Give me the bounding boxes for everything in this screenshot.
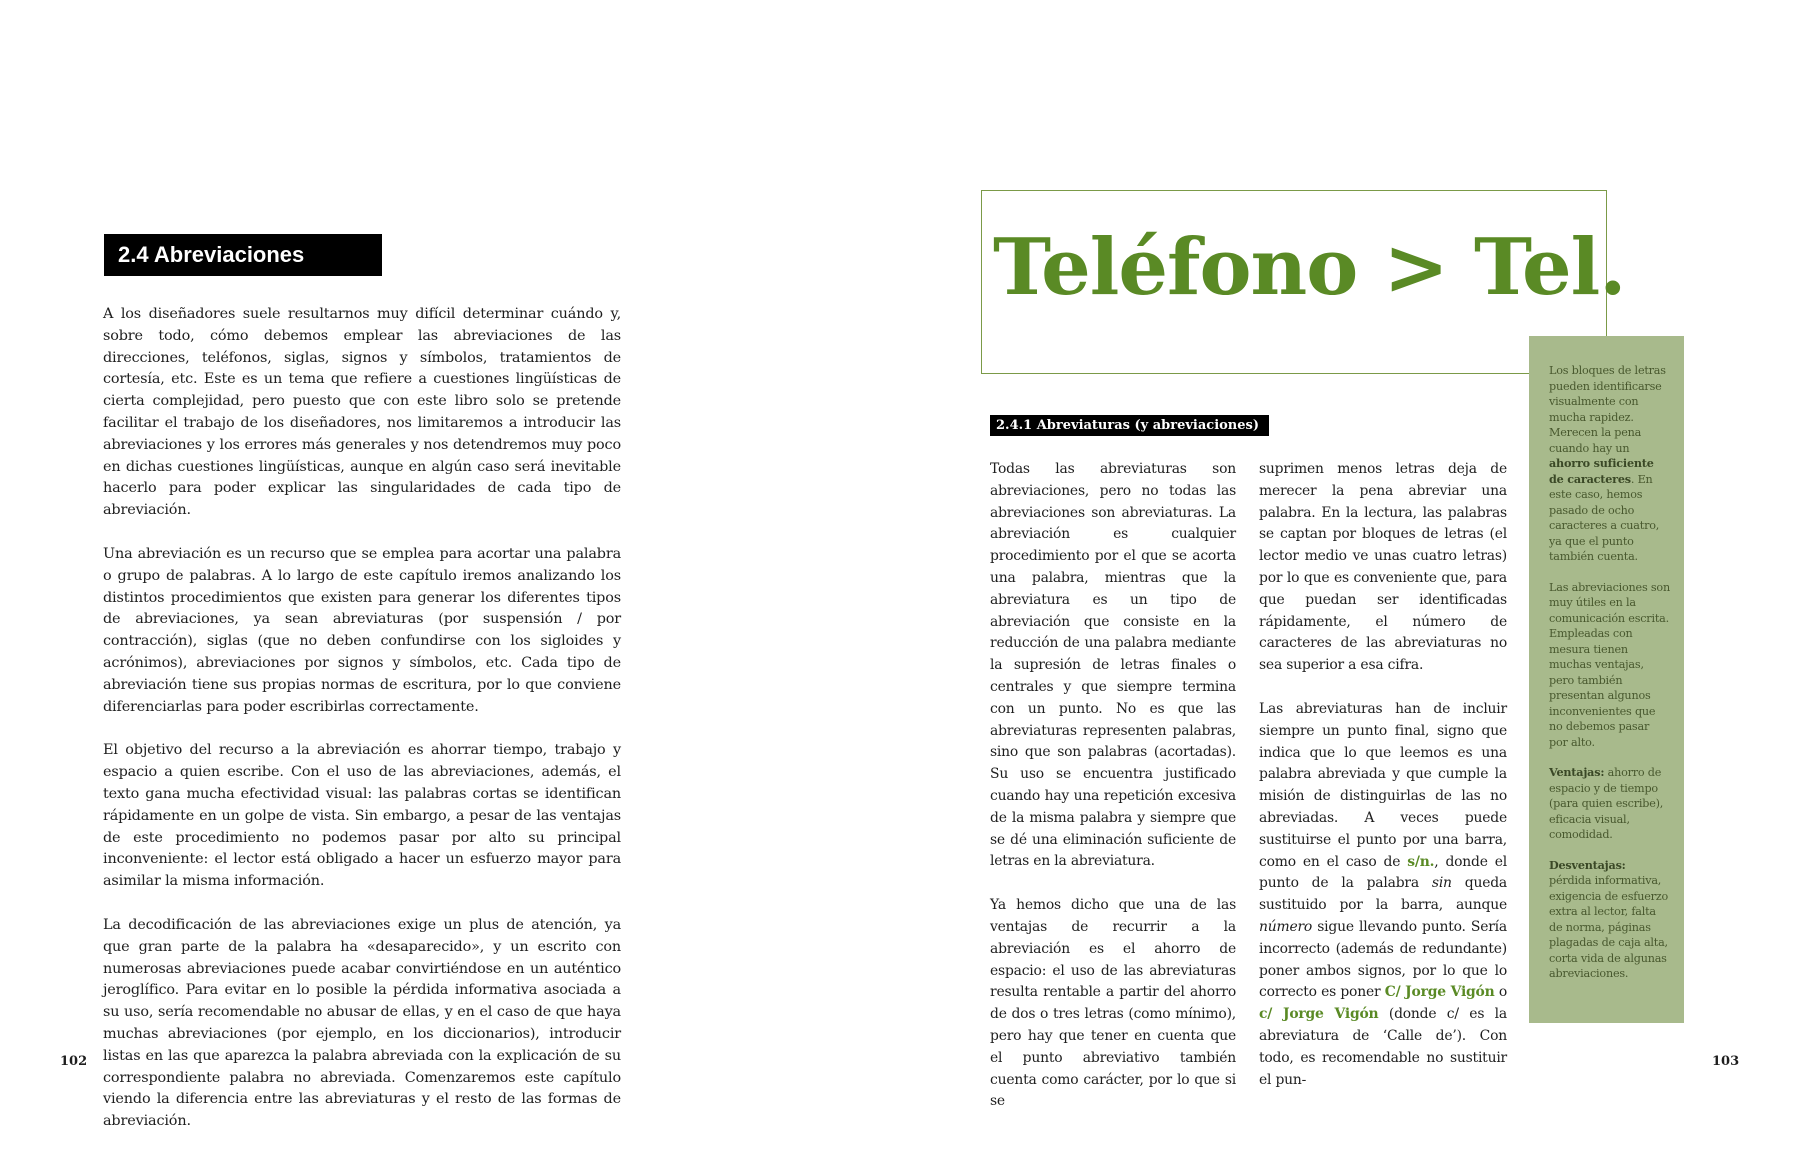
body-paragraph: suprimen menos letras deja de merecer la pena abreviar una palabra. En la lectura, las palabras se captan por bloques de letras (el lector medio ve unas cuatro letras) por lo que es conveniente que, para que puedan ser identificadas rápidamente, el número de caracteres de las abreviaturas no sea superior a esa cifra.	[1259, 461, 1507, 674]
body-paragraph: El objetivo del recurso a la abreviación es ahorrar tiempo, trabajo y espacio a quien escribe. Con el uso de las abreviaciones, además, el texto gana mucha efectividad visual: las palabras cortas se identifican rápidamente en un golpe de vista. Sin embargo, a pesar de las ventajas de este procedimiento no podemos pasar por alto su principal inconveniente: el lector está obligado a hacer un esfuerzo mayor para asimilar la misma información.	[103, 742, 621, 890]
text-run: o	[1494, 984, 1507, 1001]
example-highlight: s/n.	[1407, 853, 1435, 870]
sidebar-label: Ventajas:	[1549, 765, 1605, 779]
left-body-text	[103, 304, 621, 1155]
text-run: Las abreviaturas han de incluir siempre un punto final, signo que indica que lo que leemos es una palabra abreviada y que cumple la misión de distinguirlas de las no abreviadas. A veces puede sustituirse el punto por una barra, como en el caso de	[1259, 700, 1507, 870]
body-paragraph: Ya hemos dicho que una de las ventajas de recurrir a la abreviación es el ahorro de espacio: el uso de las abreviaturas resulta rentable a partir del ahorro de dos o tres letras (como mínimo), pero hay que tener en cuenta que el punto abreviativo también cuenta como carácter, por lo que si se	[990, 897, 1236, 1110]
text-run: , donde el punto de la palabra	[1259, 853, 1507, 892]
text-run: pérdida informativa, exigencia de esfuerzo extra al lector, falta de norma, páginas plagadas de caja alta, corta vida de algunas abreviaciones.	[1549, 874, 1669, 980]
body-paragraph: La decodificación de las abreviaciones exige un plus de atención, ya que gran parte de la palabra ha «desaparecido», y un escrito con numerosas abreviaciones puede acabar convirtiéndose en un auténtico jeroglífico. Para evitar en lo posible la pérdida informativa asociada a su uso, sería recomendable no abusar de ellas, y en el caso de que haya muchas abreviaciones (por ejemplo, en los diccionarios), introducir listas en las que aparezca la palabra abreviada con la explicación de su correspondiente palabra no abreviada. Comenzaremos este capítulo viendo la diferencia entre las abreviaturas y el resto de las formas de abreviación.	[103, 916, 621, 1130]
sidebar-emphasis: ahorro suficiente de caracteres	[1549, 456, 1654, 486]
page-number-left: 102	[60, 1054, 88, 1069]
text-run: ahorro de espacio y de tiempo (para quien escribe), eficacia visual, comodidad.	[1549, 766, 1664, 841]
body-paragraph: A los diseñadores suele resultarnos muy difícil determinar cuándo y, sobre todo, cómo debemos emplear las abreviaciones de las direcciones, teléfonos, siglas, signos y símbolos, tratamientos de cortesía, etc. Este es un tema que refiere a cuestiones lingüísticas de cierta complejidad, pero puesto que con este libro solo se pretende facilitar el trabajo de los diseñadores, nos limitaremos a introducir las abreviaciones y los errores más generales y nos detendremos muy poco en dichas cuestiones lingüísticas, aunque en algún caso será inevitable hacerlo para poder explicar las singularidades de cada tipo de abreviación.	[103, 306, 621, 519]
body-paragraph: Una abreviación es un recurso que se emplea para acortar una palabra o grupo de palabras. A lo largo de este capítulo iremos analizando los distintos procedimientos que existen para generar los diferentes tipos de abreviaciones, ya sean abreviaturas (por suspensión / por contracción), siglas (que no deben confundirse con los sigloides y acrónimos), abreviaciones por signos y símbolos, etc. Cada tipo de abreviación tiene sus propias normas de escritura, por lo que conviene diferenciarlas para poder escribirlas correctamente.	[103, 545, 621, 715]
sidebar-label: Desventajas:	[1549, 857, 1626, 872]
example-highlight: C/ Jorge Vigón	[1384, 984, 1495, 1001]
italic-term: número	[1259, 918, 1313, 935]
sidebar-note	[1529, 336, 1684, 1023]
left-page	[0, 0, 900, 1131]
text-column-1	[990, 459, 1236, 1135]
page-number-right: 103	[1712, 1054, 1740, 1069]
text-run: queda sustituido por la barra, aunque	[1259, 875, 1507, 914]
body-paragraph: Todas las abreviaturas son abreviaciones, pero no todas las abreviaciones son abreviaturas. La abreviación es cualquier procedimiento por el que se acorta una palabra, mientras que la abreviatura es un tipo de abreviación que consiste en la reducción de una palabra mediante la supresión de letras finales o centrales y que siempre termina con un punto. No es que las abreviaturas representen palabras, sino que son palabras (acortadas). Su uso se encuentra justificado cuando hay una repetición excesiva de la misma palabra y siempre que se dé una eliminación suficiente de letras en la abreviatura.	[990, 461, 1236, 870]
subsection-heading: 2.4.1 Abreviaturas (y abreviaciones)	[990, 415, 1269, 436]
sidebar-paragraph	[1549, 858, 1670, 982]
example-highlight: c/ Jorge Vigón	[1259, 1006, 1379, 1023]
text-run: Los bloques de letras pueden identificarse visualmente con mucha rapidez. Merecen la pena cuando hay un	[1549, 364, 1666, 455]
text-run: sigue llevando punto. Sería incorrecto (además de redundante) poner ambos signos, por lo que lo correcto es poner	[1259, 918, 1507, 1001]
text-run: (donde c/ es la abreviatura de ‘Calle de’). Con todo, es recomendable no sustituir el pun-	[1259, 1006, 1507, 1088]
body-paragraph	[1259, 699, 1507, 1091]
text-column-2	[1259, 459, 1507, 1113]
section-heading: 2.4 Abreviaciones	[104, 234, 382, 276]
sidebar-paragraph: Las abreviaciones son muy útiles en la comunicación escrita. Empleadas con mesura tienen muchas ventajas, pero también presentan algunos inconvenientes que no debemos pasar por alto.	[1549, 580, 1670, 749]
sidebar-paragraph	[1549, 363, 1670, 565]
page-title: Teléfono > Tel.	[993, 222, 1626, 313]
text-run: . En este caso, hemos pasado de ocho caracteres a cuatro, ya que el punto también cuenta.	[1549, 472, 1660, 563]
italic-term: sin	[1431, 875, 1452, 892]
sidebar-paragraph	[1549, 765, 1670, 843]
